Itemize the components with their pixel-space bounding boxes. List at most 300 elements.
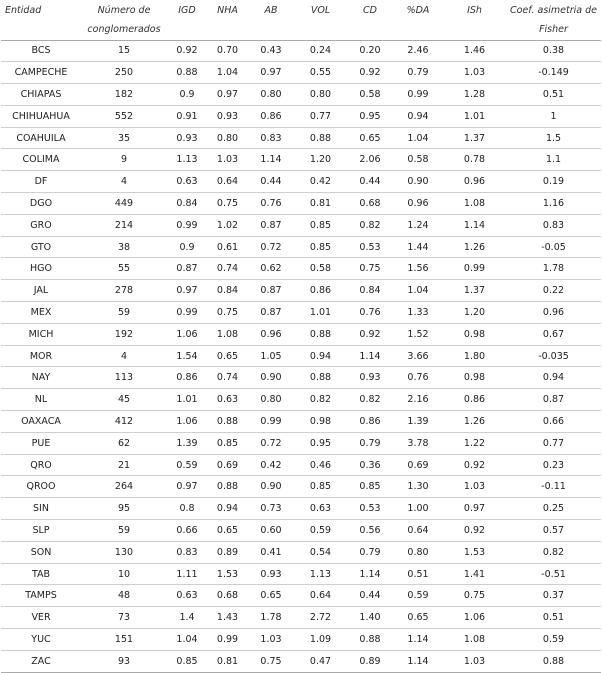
cell-ab: 0.93 bbox=[248, 563, 294, 585]
cell-nha: 0.89 bbox=[207, 541, 248, 563]
cell-igd: 0.99 bbox=[167, 302, 207, 324]
cell-entidad: GRO bbox=[1, 214, 81, 236]
cell-coef-fisher: 1.1 bbox=[506, 149, 601, 171]
cell-pda: 0.96 bbox=[393, 193, 443, 215]
cell-cd: 0.68 bbox=[347, 193, 393, 215]
cell-cd: 0.95 bbox=[347, 105, 393, 127]
cell-cd: 0.85 bbox=[347, 476, 393, 498]
cell-ab: 0.72 bbox=[248, 432, 294, 454]
header-coef-fisher: Coef. asimetria de Fisher bbox=[506, 0, 601, 40]
cell-entidad: YUC bbox=[1, 629, 81, 651]
cell-pda: 1.14 bbox=[393, 629, 443, 651]
cell-pda: 0.59 bbox=[393, 585, 443, 607]
cell-numero-conglomerados: 552 bbox=[81, 105, 167, 127]
cell-ish: 0.86 bbox=[443, 389, 506, 411]
cell-nha: 0.65 bbox=[207, 520, 248, 542]
cell-pda: 1.24 bbox=[393, 214, 443, 236]
cell-igd: 0.97 bbox=[167, 476, 207, 498]
cell-cd: 0.75 bbox=[347, 258, 393, 280]
table-row bbox=[1, 280, 601, 302]
cell-numero-conglomerados: 59 bbox=[81, 302, 167, 324]
cell-igd: 1.06 bbox=[167, 411, 207, 433]
cell-coef-fisher: -0.035 bbox=[506, 345, 601, 367]
cell-coef-fisher: 0.94 bbox=[506, 367, 601, 389]
cell-numero-conglomerados: 21 bbox=[81, 454, 167, 476]
cell-ish: 0.96 bbox=[443, 171, 506, 193]
cell-ab: 0.76 bbox=[248, 193, 294, 215]
cell-ab: 1.14 bbox=[248, 149, 294, 171]
cell-coef-fisher: -0.11 bbox=[506, 476, 601, 498]
table-row bbox=[1, 105, 601, 127]
cell-nha: 0.65 bbox=[207, 345, 248, 367]
table-row bbox=[1, 345, 601, 367]
cell-cd: 0.82 bbox=[347, 214, 393, 236]
cell-cd: 0.65 bbox=[347, 127, 393, 149]
cell-ish: 1.37 bbox=[443, 127, 506, 149]
table-row bbox=[1, 432, 601, 454]
cell-ab: 0.86 bbox=[248, 105, 294, 127]
cell-numero-conglomerados: 55 bbox=[81, 258, 167, 280]
cell-vol: 0.80 bbox=[294, 84, 347, 106]
cell-vol: 0.63 bbox=[294, 498, 347, 520]
cell-numero-conglomerados: 130 bbox=[81, 541, 167, 563]
cell-entidad: HGO bbox=[1, 258, 81, 280]
header-cd: CD bbox=[347, 0, 393, 40]
cell-cd: 0.44 bbox=[347, 585, 393, 607]
cell-coef-fisher: 0.25 bbox=[506, 498, 601, 520]
cell-cd: 0.58 bbox=[347, 84, 393, 106]
cell-entidad: QRO bbox=[1, 454, 81, 476]
table-row bbox=[1, 498, 601, 520]
header-numero-conglomerados: Número de conglomerados bbox=[81, 0, 167, 40]
cell-ab: 0.44 bbox=[248, 171, 294, 193]
table-row bbox=[1, 541, 601, 563]
table-row bbox=[1, 302, 601, 324]
cell-entidad: BCS bbox=[1, 40, 81, 62]
cell-nha: 0.97 bbox=[207, 84, 248, 106]
cell-entidad: QROO bbox=[1, 476, 81, 498]
cell-entidad: COAHUILA bbox=[1, 127, 81, 149]
cell-numero-conglomerados: 45 bbox=[81, 389, 167, 411]
cell-nha: 0.70 bbox=[207, 40, 248, 62]
cell-vol: 1.20 bbox=[294, 149, 347, 171]
cell-nha: 0.68 bbox=[207, 585, 248, 607]
table-row bbox=[1, 411, 601, 433]
cell-pda: 1.04 bbox=[393, 127, 443, 149]
cell-ish: 0.99 bbox=[443, 258, 506, 280]
cell-numero-conglomerados: 59 bbox=[81, 520, 167, 542]
cell-entidad: TAB bbox=[1, 563, 81, 585]
cell-ab: 0.83 bbox=[248, 127, 294, 149]
cell-vol: 0.81 bbox=[294, 193, 347, 215]
cell-ish: 1.08 bbox=[443, 629, 506, 651]
cell-entidad: TAMPS bbox=[1, 585, 81, 607]
cell-vol: 0.86 bbox=[294, 280, 347, 302]
cell-pda: 0.58 bbox=[393, 149, 443, 171]
cell-cd: 0.93 bbox=[347, 367, 393, 389]
cell-vol: 0.47 bbox=[294, 650, 347, 672]
cell-nha: 1.03 bbox=[207, 149, 248, 171]
cell-coef-fisher: 0.83 bbox=[506, 214, 601, 236]
cell-cd: 1.14 bbox=[347, 345, 393, 367]
cell-pda: 1.56 bbox=[393, 258, 443, 280]
cell-igd: 0.91 bbox=[167, 105, 207, 127]
cell-coef-fisher: 0.82 bbox=[506, 541, 601, 563]
cell-ish: 0.97 bbox=[443, 498, 506, 520]
cell-entidad: GTO bbox=[1, 236, 81, 258]
cell-entidad: COLIMA bbox=[1, 149, 81, 171]
cell-coef-fisher: 0.59 bbox=[506, 629, 601, 651]
cell-vol: 0.24 bbox=[294, 40, 347, 62]
cell-coef-fisher: 0.77 bbox=[506, 432, 601, 454]
cell-nha: 0.61 bbox=[207, 236, 248, 258]
cell-entidad: CHIHUAHUA bbox=[1, 105, 81, 127]
cell-entidad: SLP bbox=[1, 520, 81, 542]
cell-igd: 1.04 bbox=[167, 629, 207, 651]
cell-vol: 0.42 bbox=[294, 171, 347, 193]
cell-igd: 0.59 bbox=[167, 454, 207, 476]
table-row bbox=[1, 214, 601, 236]
cell-coef-fisher: 0.67 bbox=[506, 323, 601, 345]
cell-vol: 0.85 bbox=[294, 236, 347, 258]
cell-pda: 0.79 bbox=[393, 62, 443, 84]
cell-coef-fisher: 0.19 bbox=[506, 171, 601, 193]
table-row bbox=[1, 563, 601, 585]
cell-vol: 1.01 bbox=[294, 302, 347, 324]
cell-pda: 3.66 bbox=[393, 345, 443, 367]
cell-nha: 1.08 bbox=[207, 323, 248, 345]
cell-nha: 0.63 bbox=[207, 389, 248, 411]
cell-cd: 0.88 bbox=[347, 629, 393, 651]
cell-ab: 0.62 bbox=[248, 258, 294, 280]
cell-numero-conglomerados: 10 bbox=[81, 563, 167, 585]
cell-numero-conglomerados: 38 bbox=[81, 236, 167, 258]
cell-numero-conglomerados: 278 bbox=[81, 280, 167, 302]
cell-numero-conglomerados: 412 bbox=[81, 411, 167, 433]
cell-pda: 1.00 bbox=[393, 498, 443, 520]
cell-ish: 1.22 bbox=[443, 432, 506, 454]
cell-vol: 0.88 bbox=[294, 367, 347, 389]
cell-vol: 1.13 bbox=[294, 563, 347, 585]
cell-ish: 0.92 bbox=[443, 520, 506, 542]
cell-cd: 0.53 bbox=[347, 236, 393, 258]
cell-entidad: MEX bbox=[1, 302, 81, 324]
table-row bbox=[1, 40, 601, 62]
cell-cd: 0.92 bbox=[347, 323, 393, 345]
table-row bbox=[1, 520, 601, 542]
cell-numero-conglomerados: 62 bbox=[81, 432, 167, 454]
cell-igd: 0.93 bbox=[167, 127, 207, 149]
cell-igd: 0.97 bbox=[167, 280, 207, 302]
cell-entidad: NAY bbox=[1, 367, 81, 389]
cell-pda: 0.69 bbox=[393, 454, 443, 476]
cell-pda: 1.52 bbox=[393, 323, 443, 345]
cell-pda: 3.78 bbox=[393, 432, 443, 454]
cell-coef-fisher: 1.16 bbox=[506, 193, 601, 215]
cell-cd: 0.76 bbox=[347, 302, 393, 324]
cell-igd: 1.39 bbox=[167, 432, 207, 454]
cell-nha: 0.94 bbox=[207, 498, 248, 520]
cell-ab: 0.97 bbox=[248, 62, 294, 84]
cell-numero-conglomerados: 93 bbox=[81, 650, 167, 672]
cell-coef-fisher: -0.149 bbox=[506, 62, 601, 84]
table-row bbox=[1, 171, 601, 193]
cell-nha: 0.75 bbox=[207, 302, 248, 324]
header-pda: %DA bbox=[393, 0, 443, 40]
cell-ab: 0.90 bbox=[248, 476, 294, 498]
cell-coef-fisher: 0.22 bbox=[506, 280, 601, 302]
cell-numero-conglomerados: 73 bbox=[81, 607, 167, 629]
cell-numero-conglomerados: 214 bbox=[81, 214, 167, 236]
cell-vol: 0.77 bbox=[294, 105, 347, 127]
cell-nha: 1.02 bbox=[207, 214, 248, 236]
cell-nha: 0.69 bbox=[207, 454, 248, 476]
table-row bbox=[1, 149, 601, 171]
cell-vol: 0.88 bbox=[294, 323, 347, 345]
table-row bbox=[1, 62, 601, 84]
cell-coef-fisher: 0.23 bbox=[506, 454, 601, 476]
header-nha: NHA bbox=[207, 0, 248, 40]
cell-ab: 0.73 bbox=[248, 498, 294, 520]
cell-ish: 1.26 bbox=[443, 236, 506, 258]
cell-igd: 1.13 bbox=[167, 149, 207, 171]
cell-cd: 0.86 bbox=[347, 411, 393, 433]
table-row bbox=[1, 476, 601, 498]
cell-igd: 0.63 bbox=[167, 585, 207, 607]
table-row bbox=[1, 193, 601, 215]
cell-cd: 0.56 bbox=[347, 520, 393, 542]
table-row bbox=[1, 367, 601, 389]
cell-pda: 0.80 bbox=[393, 541, 443, 563]
cell-coef-fisher: 0.87 bbox=[506, 389, 601, 411]
cell-ish: 1.01 bbox=[443, 105, 506, 127]
cell-ish: 1.03 bbox=[443, 476, 506, 498]
cell-ish: 1.37 bbox=[443, 280, 506, 302]
cell-cd: 1.14 bbox=[347, 563, 393, 585]
cell-entidad: DF bbox=[1, 171, 81, 193]
table-row bbox=[1, 607, 601, 629]
cell-igd: 1.54 bbox=[167, 345, 207, 367]
cell-ab: 1.05 bbox=[248, 345, 294, 367]
cell-entidad: DGO bbox=[1, 193, 81, 215]
cell-cd: 0.20 bbox=[347, 40, 393, 62]
cell-ish: 1.20 bbox=[443, 302, 506, 324]
cell-coef-fisher: -0.51 bbox=[506, 563, 601, 585]
cell-numero-conglomerados: 9 bbox=[81, 149, 167, 171]
cell-igd: 1.4 bbox=[167, 607, 207, 629]
cell-nha: 0.84 bbox=[207, 280, 248, 302]
cell-numero-conglomerados: 15 bbox=[81, 40, 167, 62]
cell-ish: 1.26 bbox=[443, 411, 506, 433]
cell-vol: 0.94 bbox=[294, 345, 347, 367]
cell-cd: 0.84 bbox=[347, 280, 393, 302]
cell-entidad: CHIAPAS bbox=[1, 84, 81, 106]
cell-ish: 1.14 bbox=[443, 214, 506, 236]
cell-coef-fisher: 1.5 bbox=[506, 127, 601, 149]
cell-ish: 0.75 bbox=[443, 585, 506, 607]
cell-cd: 0.79 bbox=[347, 541, 393, 563]
cell-numero-conglomerados: 4 bbox=[81, 345, 167, 367]
cell-numero-conglomerados: 113 bbox=[81, 367, 167, 389]
cell-vol: 0.88 bbox=[294, 127, 347, 149]
cell-cd: 0.89 bbox=[347, 650, 393, 672]
cell-ish: 1.41 bbox=[443, 563, 506, 585]
table-row bbox=[1, 258, 601, 280]
cell-coef-fisher: 0.96 bbox=[506, 302, 601, 324]
cell-pda: 0.76 bbox=[393, 367, 443, 389]
cell-pda: 2.46 bbox=[393, 40, 443, 62]
cell-coef-fisher: 0.88 bbox=[506, 650, 601, 672]
cell-entidad: CAMPECHE bbox=[1, 62, 81, 84]
table-body bbox=[1, 40, 601, 672]
table-header bbox=[1, 0, 601, 40]
cell-entidad: MICH bbox=[1, 323, 81, 345]
cell-pda: 0.90 bbox=[393, 171, 443, 193]
cell-ish: 0.98 bbox=[443, 367, 506, 389]
cell-nha: 0.93 bbox=[207, 105, 248, 127]
cell-pda: 0.65 bbox=[393, 607, 443, 629]
cell-igd: 0.86 bbox=[167, 367, 207, 389]
table-row bbox=[1, 454, 601, 476]
cell-pda: 1.39 bbox=[393, 411, 443, 433]
cell-ab: 0.75 bbox=[248, 650, 294, 672]
cell-igd: 1.01 bbox=[167, 389, 207, 411]
cell-igd: 0.8 bbox=[167, 498, 207, 520]
cell-vol: 0.55 bbox=[294, 62, 347, 84]
cell-entidad: VER bbox=[1, 607, 81, 629]
cell-ab: 0.99 bbox=[248, 411, 294, 433]
cell-entidad: PUE bbox=[1, 432, 81, 454]
cell-ish: 0.78 bbox=[443, 149, 506, 171]
header-ish: ISh bbox=[443, 0, 506, 40]
cell-coef-fisher: 1.78 bbox=[506, 258, 601, 280]
cell-entidad: OAXACA bbox=[1, 411, 81, 433]
table-row bbox=[1, 650, 601, 672]
cell-ish: 0.92 bbox=[443, 454, 506, 476]
cell-nha: 0.88 bbox=[207, 476, 248, 498]
cell-nha: 1.53 bbox=[207, 563, 248, 585]
header-entidad: Entidad bbox=[1, 0, 81, 40]
cell-nha: 0.88 bbox=[207, 411, 248, 433]
cell-ish: 1.03 bbox=[443, 650, 506, 672]
cell-igd: 0.9 bbox=[167, 84, 207, 106]
cell-vol: 0.46 bbox=[294, 454, 347, 476]
header-vol: VOL bbox=[294, 0, 347, 40]
cell-numero-conglomerados: 182 bbox=[81, 84, 167, 106]
cell-ish: 1.46 bbox=[443, 40, 506, 62]
cell-pda: 1.33 bbox=[393, 302, 443, 324]
cell-igd: 0.63 bbox=[167, 171, 207, 193]
cell-coef-fisher: 0.38 bbox=[506, 40, 601, 62]
cell-entidad: JAL bbox=[1, 280, 81, 302]
cell-ab: 0.90 bbox=[248, 367, 294, 389]
cell-coef-fisher: 0.51 bbox=[506, 607, 601, 629]
cell-ab: 0.80 bbox=[248, 84, 294, 106]
cell-cd: 0.82 bbox=[347, 389, 393, 411]
cell-igd: 0.88 bbox=[167, 62, 207, 84]
cell-pda: 1.30 bbox=[393, 476, 443, 498]
cell-coef-fisher: 0.51 bbox=[506, 84, 601, 106]
cell-vol: 2.72 bbox=[294, 607, 347, 629]
cell-ab: 0.96 bbox=[248, 323, 294, 345]
header-ab: AB bbox=[248, 0, 294, 40]
cell-nha: 0.99 bbox=[207, 629, 248, 651]
cell-vol: 0.95 bbox=[294, 432, 347, 454]
cell-vol: 0.85 bbox=[294, 214, 347, 236]
cell-vol: 0.82 bbox=[294, 389, 347, 411]
cell-pda: 0.51 bbox=[393, 563, 443, 585]
cell-igd: 0.87 bbox=[167, 258, 207, 280]
cell-numero-conglomerados: 449 bbox=[81, 193, 167, 215]
table-row bbox=[1, 585, 601, 607]
table-row bbox=[1, 127, 601, 149]
cell-igd: 1.11 bbox=[167, 563, 207, 585]
cell-nha: 1.04 bbox=[207, 62, 248, 84]
cell-numero-conglomerados: 151 bbox=[81, 629, 167, 651]
cell-igd: 0.66 bbox=[167, 520, 207, 542]
cell-cd: 0.53 bbox=[347, 498, 393, 520]
cell-numero-conglomerados: 250 bbox=[81, 62, 167, 84]
cell-numero-conglomerados: 48 bbox=[81, 585, 167, 607]
cell-pda: 0.99 bbox=[393, 84, 443, 106]
cell-pda: 1.44 bbox=[393, 236, 443, 258]
cell-entidad: SIN bbox=[1, 498, 81, 520]
cell-vol: 0.54 bbox=[294, 541, 347, 563]
cell-igd: 0.9 bbox=[167, 236, 207, 258]
cell-pda: 0.94 bbox=[393, 105, 443, 127]
cell-ab: 1.78 bbox=[248, 607, 294, 629]
cell-ish: 1.03 bbox=[443, 62, 506, 84]
table-row bbox=[1, 389, 601, 411]
cell-vol: 0.85 bbox=[294, 476, 347, 498]
cell-numero-conglomerados: 95 bbox=[81, 498, 167, 520]
cell-vol: 0.59 bbox=[294, 520, 347, 542]
cell-coef-fisher: -0.05 bbox=[506, 236, 601, 258]
table-row bbox=[1, 236, 601, 258]
cell-numero-conglomerados: 264 bbox=[81, 476, 167, 498]
cell-ish: 1.28 bbox=[443, 84, 506, 106]
cell-ish: 0.98 bbox=[443, 323, 506, 345]
cell-ish: 1.08 bbox=[443, 193, 506, 215]
cell-pda: 1.04 bbox=[393, 280, 443, 302]
cell-vol: 0.58 bbox=[294, 258, 347, 280]
cell-coef-fisher: 1 bbox=[506, 105, 601, 127]
cell-coef-fisher: 0.66 bbox=[506, 411, 601, 433]
cell-entidad: NL bbox=[1, 389, 81, 411]
cell-numero-conglomerados: 4 bbox=[81, 171, 167, 193]
cell-ab: 0.87 bbox=[248, 302, 294, 324]
cell-ab: 0.43 bbox=[248, 40, 294, 62]
cell-numero-conglomerados: 192 bbox=[81, 323, 167, 345]
cell-ish: 1.53 bbox=[443, 541, 506, 563]
cell-cd: 2.06 bbox=[347, 149, 393, 171]
cell-vol: 1.09 bbox=[294, 629, 347, 651]
cell-cd: 0.79 bbox=[347, 432, 393, 454]
cell-vol: 0.64 bbox=[294, 585, 347, 607]
cell-igd: 0.99 bbox=[167, 214, 207, 236]
cell-entidad: ZAC bbox=[1, 650, 81, 672]
cell-igd: 0.85 bbox=[167, 650, 207, 672]
cell-ab: 0.60 bbox=[248, 520, 294, 542]
cell-igd: 0.92 bbox=[167, 40, 207, 62]
data-table bbox=[1, 0, 601, 673]
cell-igd: 0.83 bbox=[167, 541, 207, 563]
table-row bbox=[1, 629, 601, 651]
cell-numero-conglomerados: 35 bbox=[81, 127, 167, 149]
cell-igd: 0.84 bbox=[167, 193, 207, 215]
cell-ab: 0.80 bbox=[248, 389, 294, 411]
cell-vol: 0.98 bbox=[294, 411, 347, 433]
